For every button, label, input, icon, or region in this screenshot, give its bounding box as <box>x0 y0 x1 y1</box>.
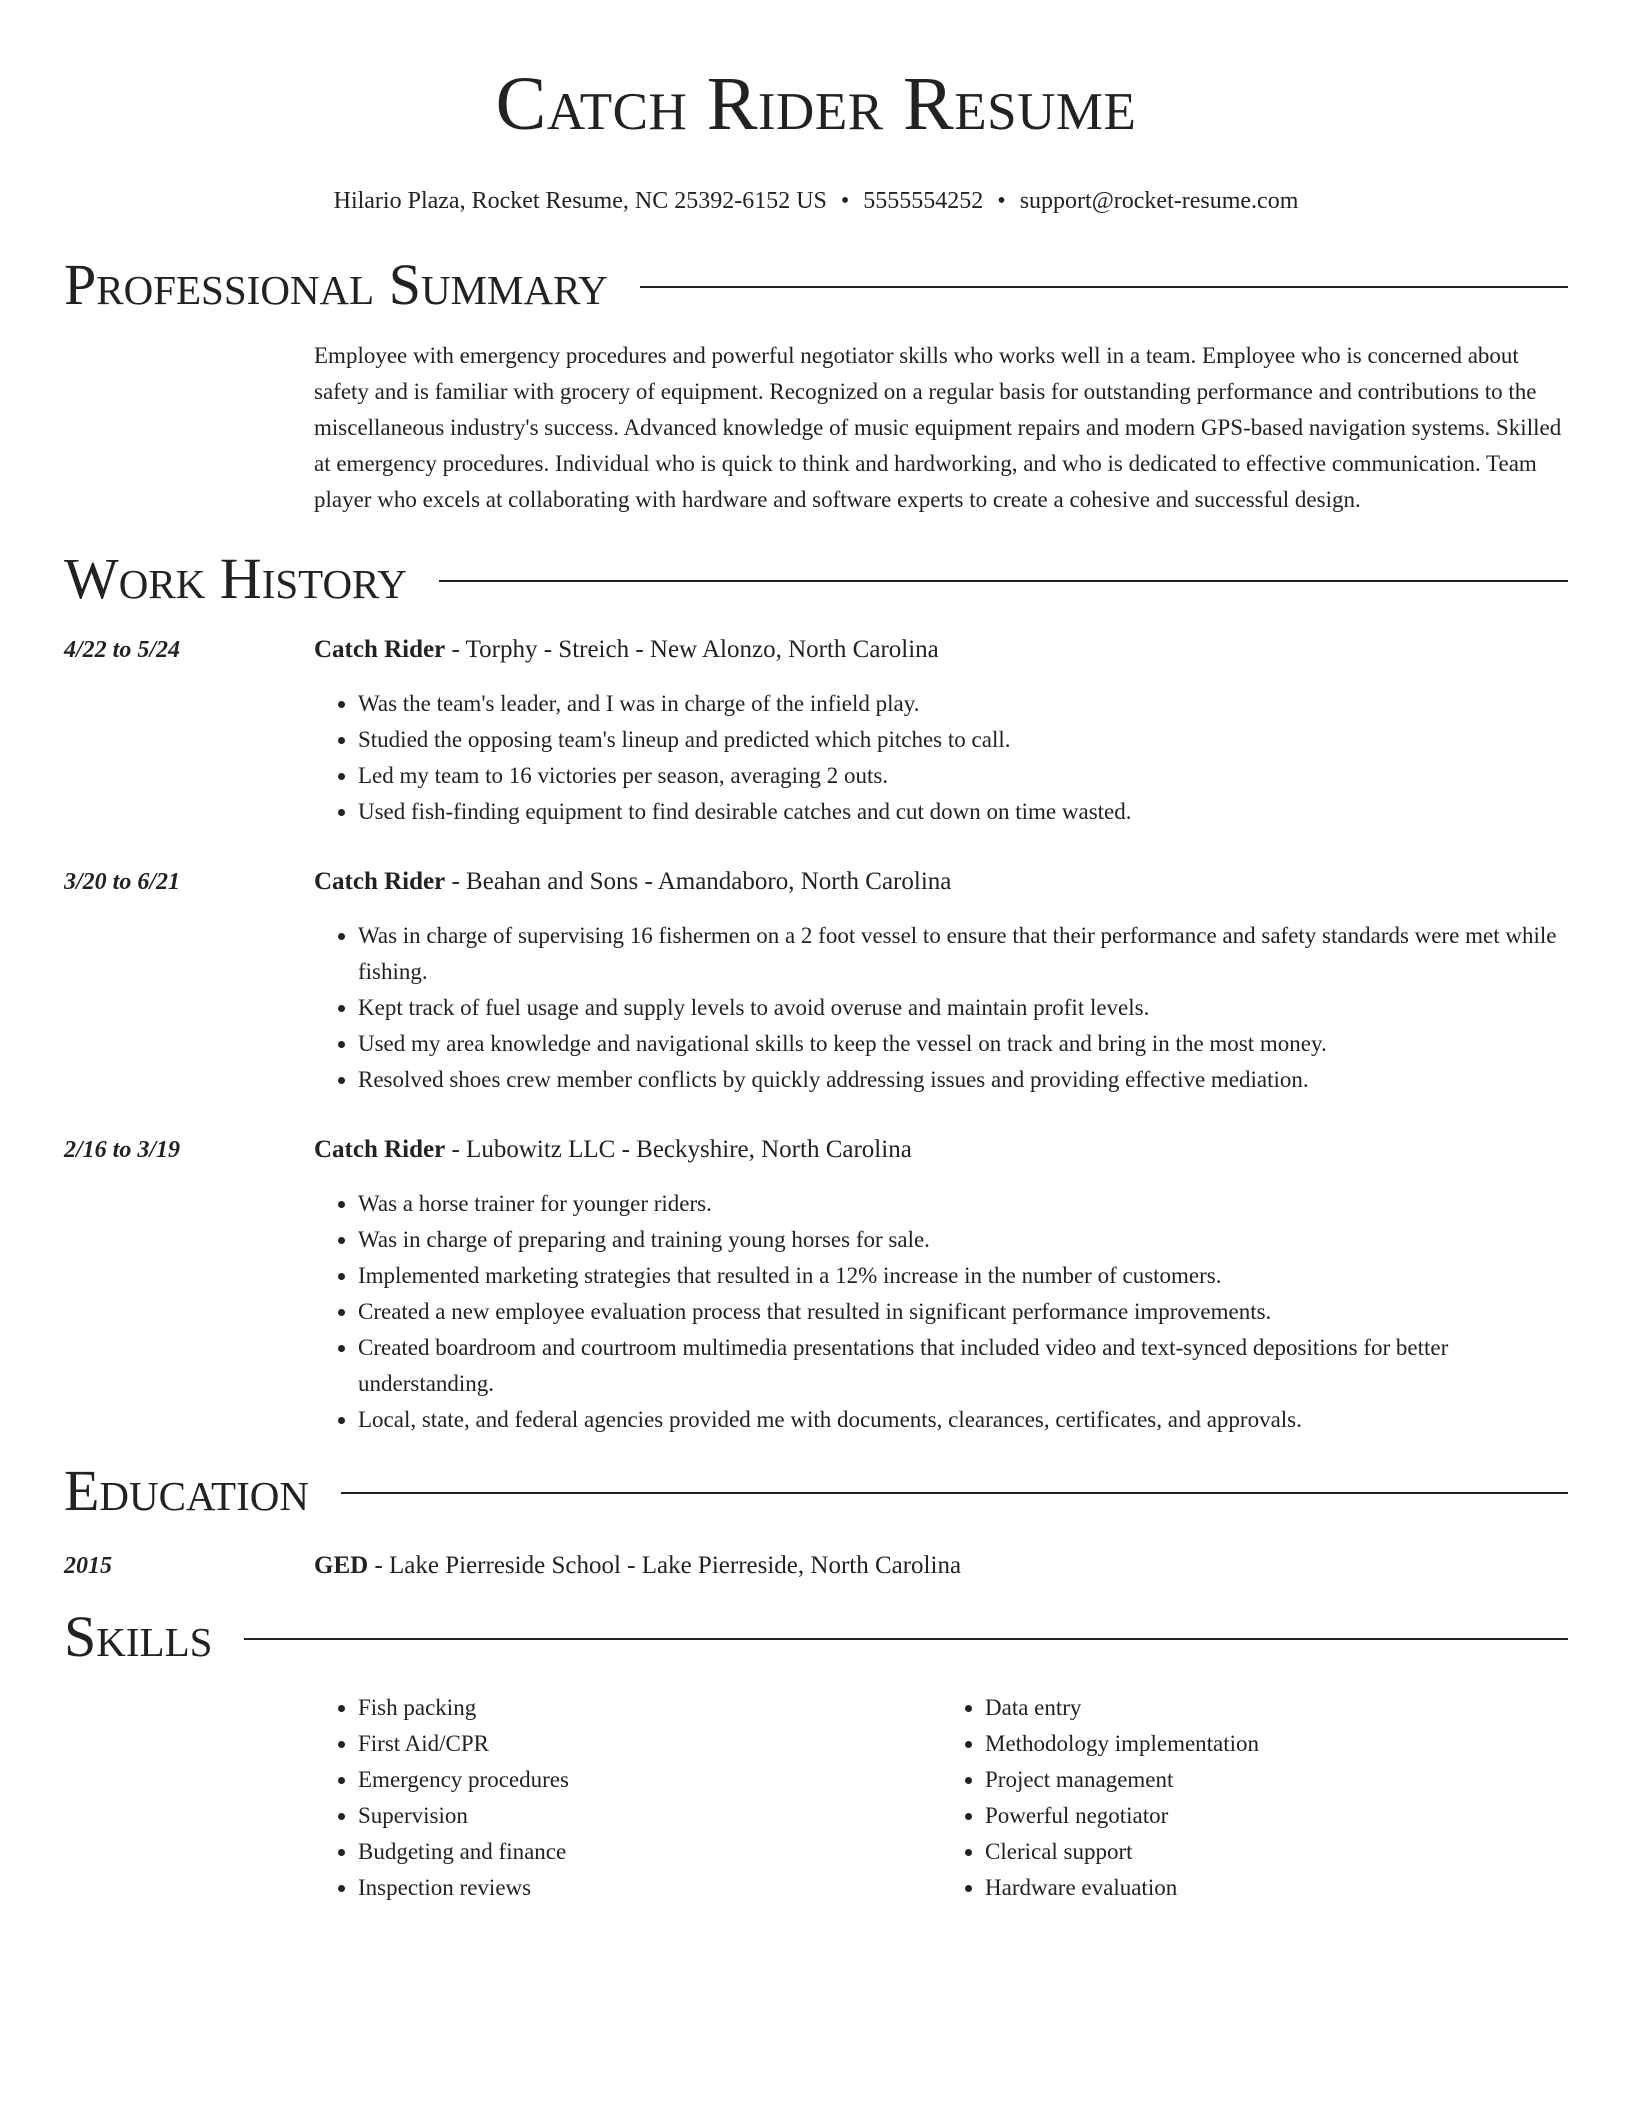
work-history-section <box>64 546 1568 1438</box>
skill-item: • Hardware evaluation <box>985 1870 1568 1906</box>
education-entry <box>64 1548 1568 1584</box>
skill-item: • First Aid/CPR <box>358 1726 941 1762</box>
education-section <box>64 1458 1568 1584</box>
job-bullets <box>314 918 1568 1098</box>
job-body <box>314 632 1568 830</box>
summary-header <box>64 252 1568 318</box>
skills-list-right <box>941 1690 1568 1906</box>
job-heading <box>314 864 1568 900</box>
skills-header <box>64 1604 1568 1670</box>
skills-list-left <box>314 1690 941 1906</box>
education-year: 2015 <box>64 1553 112 1579</box>
education-heading-line <box>314 1548 961 1584</box>
contact-phone: 5555554252 <box>863 188 984 214</box>
work-history-heading: Work History <box>64 546 407 611</box>
education-degree: GED <box>314 1552 369 1579</box>
job-entry <box>64 864 1568 1098</box>
job-bullet: • Kept track of fuel usage and supply levels to avoid overuse and maintain profit levels. <box>358 990 1568 1026</box>
job-details: - Lubowitz LLC - Beckyshire, North Carolina <box>445 1136 912 1163</box>
work-history-header <box>64 546 1568 612</box>
job-bullet: • Was in charge of supervising 16 fishermen on a 2 foot vessel to ensure that their performance and safety standards were met while fishing. <box>358 918 1568 990</box>
job-bullet: • Resolved shoes crew member conflicts by quickly addressing issues and providing effective mediation. <box>358 1062 1568 1098</box>
job-bullet: • Was the team's leader, and I was in charge of the infield play. <box>358 686 1568 722</box>
job-bullet: • Created a new employee evaluation process that resulted in significant performance improvements. <box>358 1294 1568 1330</box>
job-bullet: • Created boardroom and courtroom multimedia presentations that included video and text-synced depositions for better understanding. <box>358 1330 1568 1402</box>
job-entry <box>64 1132 1568 1438</box>
contact-line <box>64 186 1568 216</box>
job-bullet: • Led my team to 16 victories per season, averaging 2 outs. <box>358 758 1568 794</box>
job-dates: 2/16 to 3/19 <box>64 1137 181 1163</box>
job-heading <box>314 1132 1568 1168</box>
skill-item: • Powerful negotiator <box>985 1798 1568 1834</box>
skill-item: • Fish packing <box>358 1690 941 1726</box>
job-bullet: • Used fish-finding equipment to find desirable catches and cut down on time wasted. <box>358 794 1568 830</box>
job-details: - Torphy - Streich - New Alonzo, North Carolina <box>445 636 939 663</box>
summary-heading: Professional Summary <box>64 252 608 317</box>
skill-item: • Clerical support <box>985 1834 1568 1870</box>
skills-columns <box>314 1690 1568 1906</box>
job-dates: 3/20 to 6/21 <box>64 869 181 895</box>
summary-section <box>64 252 1568 518</box>
skill-item: • Inspection reviews <box>358 1870 941 1906</box>
skills-heading: Skills <box>64 1604 213 1669</box>
skill-item: • Budgeting and finance <box>358 1834 941 1870</box>
skill-item: • Emergency procedures <box>358 1762 941 1798</box>
job-dates: 4/22 to 5/24 <box>64 637 181 663</box>
job-heading <box>314 632 1568 668</box>
resume-title: Catch Rider Resume <box>495 62 1137 146</box>
job-body <box>314 864 1568 1098</box>
contact-email[interactable]: support@rocket-resume.com <box>1019 188 1299 214</box>
job-bullet: • Was a horse trainer for younger riders. <box>358 1186 1568 1222</box>
job-bullet: • Was in charge of preparing and training young horses for sale. <box>358 1222 1568 1258</box>
contact-address: Hilario Plaza, Rocket Resume, NC 25392-6152 US <box>333 188 827 214</box>
skill-item: • Project management <box>985 1762 1568 1798</box>
job-bullets <box>314 1186 1568 1438</box>
job-body <box>314 1132 1568 1438</box>
job-bullet: • Local, state, and federal agencies provided me with documents, clearances, certificates, and approvals. <box>358 1402 1568 1438</box>
section-divider <box>439 580 1568 582</box>
section-divider <box>244 1638 1568 1640</box>
contact-separator: • <box>997 188 1006 214</box>
contact-separator: • <box>840 188 850 214</box>
skill-item: • Data entry <box>985 1690 1568 1726</box>
skills-section <box>64 1604 1568 1906</box>
job-role: Catch Rider <box>314 636 446 663</box>
job-bullet: • Used my area knowledge and navigational skills to keep the vessel on track and bring in the most money. <box>358 1026 1568 1062</box>
job-bullet: • Implemented marketing strategies that resulted in a 12% increase in the number of customers. <box>358 1258 1568 1294</box>
education-heading: Education <box>64 1458 309 1523</box>
section-divider <box>341 1492 1568 1494</box>
summary-text: Employee with emergency procedures and powerful negotiator skills who works well in a team. Employee who is concerned about safety and is familiar with grocery of equipment. Recognized on a regular basis for outstanding performance and contributions to the miscellaneous industry's success. Advanced knowledge of music equipment repairs and modern GPS-based navigation systems. Skilled at emergency procedures. Individual who is quick to think and hardworking, and who is dedicated to effective communication. Team player who excels at collaborating with hardware and software experts to create a cohesive and successful design. <box>314 343 1562 512</box>
education-header <box>64 1458 1568 1524</box>
job-bullet: • Studied the opposing team's lineup and predicted which pitches to call. <box>358 722 1568 758</box>
skill-item: • Supervision <box>358 1798 941 1834</box>
job-details: - Beahan and Sons - Amandaboro, North Carolina <box>445 868 952 895</box>
job-bullets <box>314 686 1568 830</box>
job-role: Catch Rider <box>314 868 446 895</box>
education-details: - Lake Pierreside School - Lake Pierreside, North Carolina <box>368 1552 962 1579</box>
skill-item: • Methodology implementation <box>985 1726 1568 1762</box>
job-role: Catch Rider <box>314 1136 446 1163</box>
section-divider <box>640 286 1568 288</box>
job-entry <box>64 632 1568 830</box>
job-list <box>64 632 1568 1438</box>
